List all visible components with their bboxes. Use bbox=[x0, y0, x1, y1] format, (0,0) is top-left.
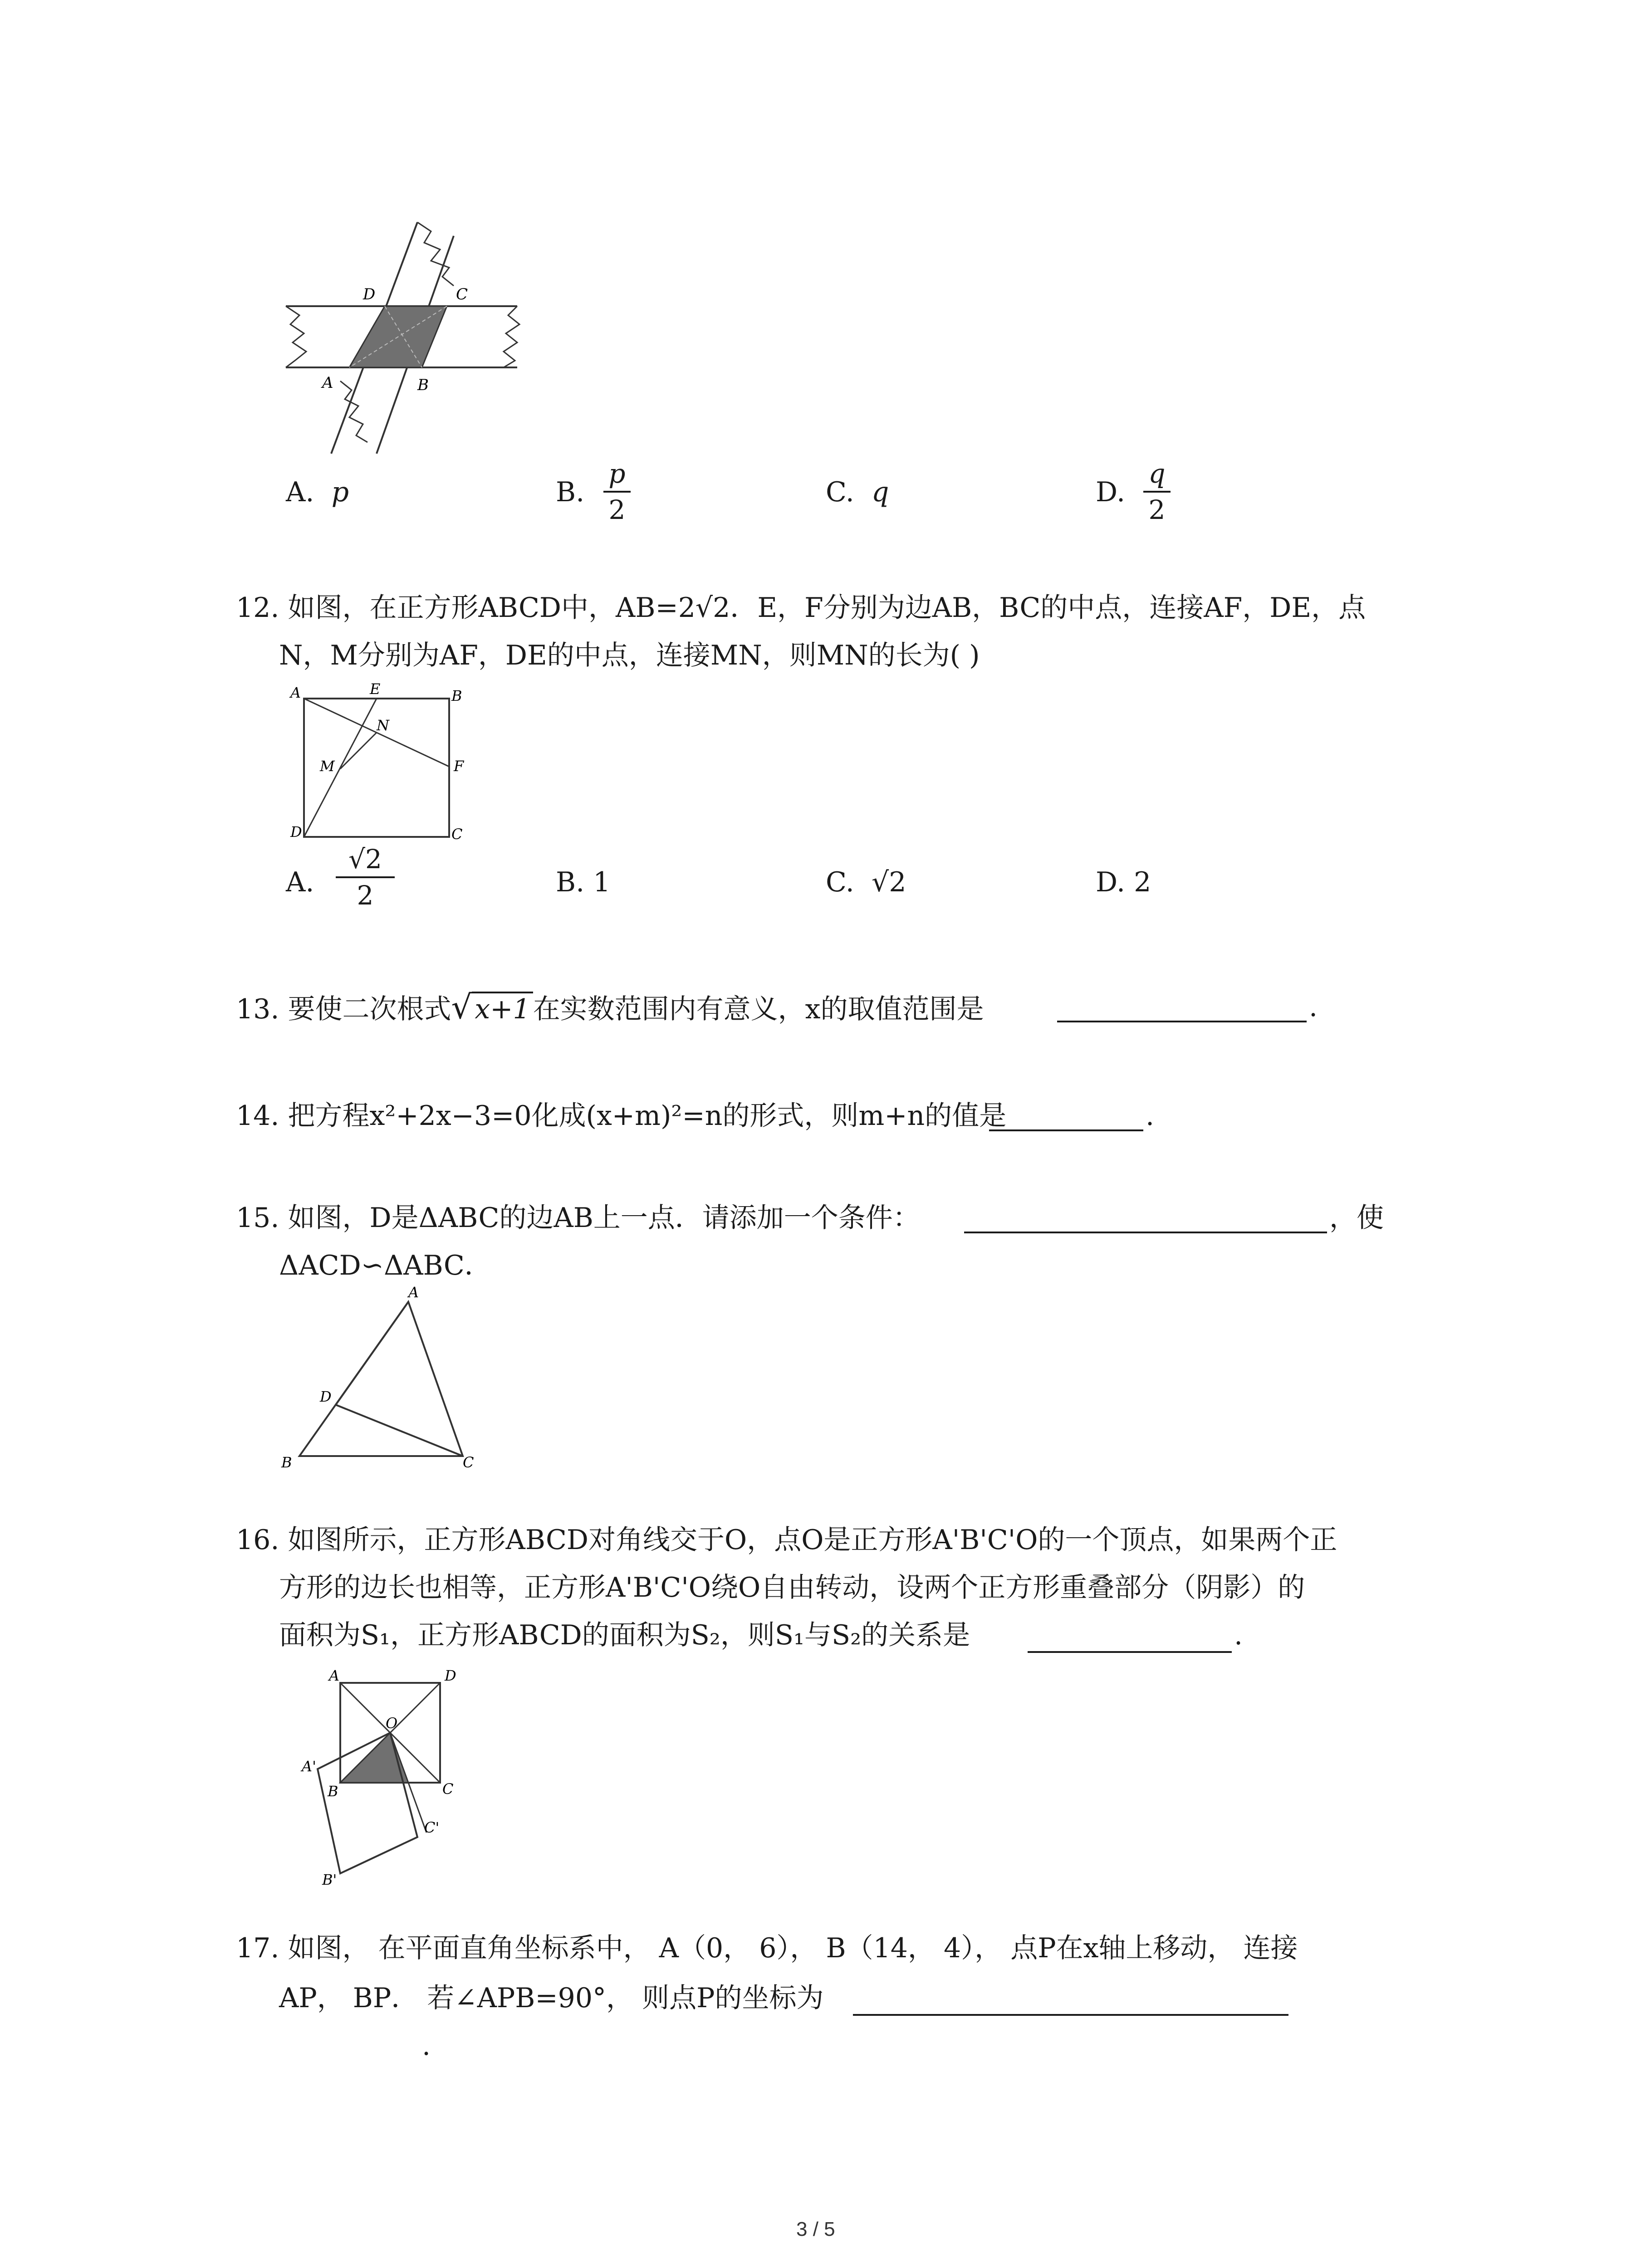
svg-text:A: A bbox=[290, 684, 301, 701]
q13-answer-blank[interactable] bbox=[1057, 1021, 1307, 1022]
q14-answer-blank[interactable] bbox=[989, 1129, 1143, 1131]
svg-text:C: C bbox=[456, 285, 468, 303]
q15-line1: 15. 如图，D是ΔABC的边AB上一点．请添加一个条件： bbox=[236, 1202, 920, 1234]
q14-end: . bbox=[1146, 1100, 1155, 1132]
q12-figure bbox=[277, 680, 485, 853]
q17-line3: . bbox=[422, 2030, 431, 2062]
q12-option-a[interactable]: A. bbox=[286, 866, 314, 898]
svg-text:A: A bbox=[322, 374, 333, 392]
svg-text:C': C' bbox=[424, 1819, 440, 1836]
q15-line1-end: ，使 bbox=[1329, 1202, 1384, 1234]
q12-option-a-fraction: √2 2 bbox=[336, 844, 395, 911]
q17-answer-blank[interactable] bbox=[853, 2014, 1288, 2016]
svg-text:B: B bbox=[281, 1454, 292, 1471]
svg-text:A': A' bbox=[302, 1758, 316, 1775]
q11-option-d-fraction: q 2 bbox=[1143, 458, 1171, 525]
page-number: 3 / 5 bbox=[796, 2218, 835, 2240]
q11-option-b-fraction: p 2 bbox=[603, 458, 631, 525]
q12-option-c[interactable]: C. √2 bbox=[826, 866, 906, 898]
q17-line2: AP， BP． 若∠APB=90°， 则点P的坐标为 bbox=[279, 1982, 824, 2014]
svg-text:B: B bbox=[451, 687, 462, 704]
svg-text:B: B bbox=[417, 376, 429, 394]
svg-text:E: E bbox=[370, 680, 381, 698]
q15-line2: ΔACD∽ΔABC． bbox=[279, 1250, 492, 1281]
svg-text:B': B' bbox=[322, 1871, 337, 1887]
svg-text:O: O bbox=[386, 1715, 398, 1732]
q16-end: . bbox=[1234, 1619, 1243, 1651]
svg-text:D: D bbox=[290, 823, 302, 841]
q13-end: . bbox=[1309, 991, 1318, 1023]
svg-text:F: F bbox=[454, 758, 464, 775]
svg-text:M: M bbox=[320, 758, 335, 775]
q11-option-b[interactable]: B. bbox=[556, 476, 585, 508]
q16-line3: 面积为S₁，正方形ABCD的面积为S₂，则S₁与S₂的关系是 bbox=[279, 1619, 970, 1651]
svg-text:N: N bbox=[377, 717, 389, 734]
svg-text:C: C bbox=[451, 826, 463, 843]
q11-option-d[interactable]: D. bbox=[1096, 476, 1126, 508]
q12-option-b[interactable]: B. 1 bbox=[556, 866, 611, 898]
q11-option-a[interactable]: A. p bbox=[286, 476, 349, 508]
q17-line1: 17. 如图， 在平面直角坐标系中， A（0， 6）， B（14， 4）， 点P在x轴上移动， 连接 bbox=[236, 1932, 1298, 1964]
q12-line1: 12. 如图，在正方形ABCD中，AB=2√2．E，F分别为边AB，BC的中点，连接AF，DE，点 bbox=[236, 592, 1366, 624]
svg-text:A: A bbox=[408, 1284, 419, 1301]
svg-text:B: B bbox=[328, 1783, 338, 1800]
q16-line1: 16. 如图所示，正方形ABCD对角线交于O，点O是正方形A'B'C'O的一个顶点，如果两个正 bbox=[236, 1524, 1337, 1556]
q15-answer-blank[interactable] bbox=[964, 1232, 1327, 1233]
svg-text:D: D bbox=[320, 1388, 332, 1405]
q13-text: 13. 要使二次根式√ x+1 在实数范围内有意义，x的取值范围是 bbox=[236, 988, 984, 1026]
q15-figure bbox=[272, 1284, 481, 1483]
q12-line2: N，M分别为AF，DE的中点，连接MN，则MN的长为( ) bbox=[279, 640, 980, 671]
svg-text:A: A bbox=[329, 1667, 340, 1684]
q16-figure bbox=[277, 1660, 485, 1887]
q12-option-d[interactable]: D. 2 bbox=[1096, 866, 1151, 898]
q16-line2: 方形的边长也相等，正方形A'B'C'O绕O自由转动，设两个正方形重叠部分（阴影）的 bbox=[279, 1572, 1305, 1603]
svg-text:D: D bbox=[363, 285, 376, 303]
svg-text:C: C bbox=[463, 1454, 474, 1471]
svg-text:C: C bbox=[442, 1780, 454, 1798]
q11-figure bbox=[272, 218, 526, 463]
q11-option-c[interactable]: C. q bbox=[826, 476, 889, 508]
q16-answer-blank[interactable] bbox=[1028, 1651, 1232, 1653]
q14-text: 14. 把方程x²+2x−3=0化成(x+m)²=n的形式，则m+n的值是 bbox=[236, 1100, 1007, 1132]
svg-text:D: D bbox=[445, 1667, 456, 1684]
